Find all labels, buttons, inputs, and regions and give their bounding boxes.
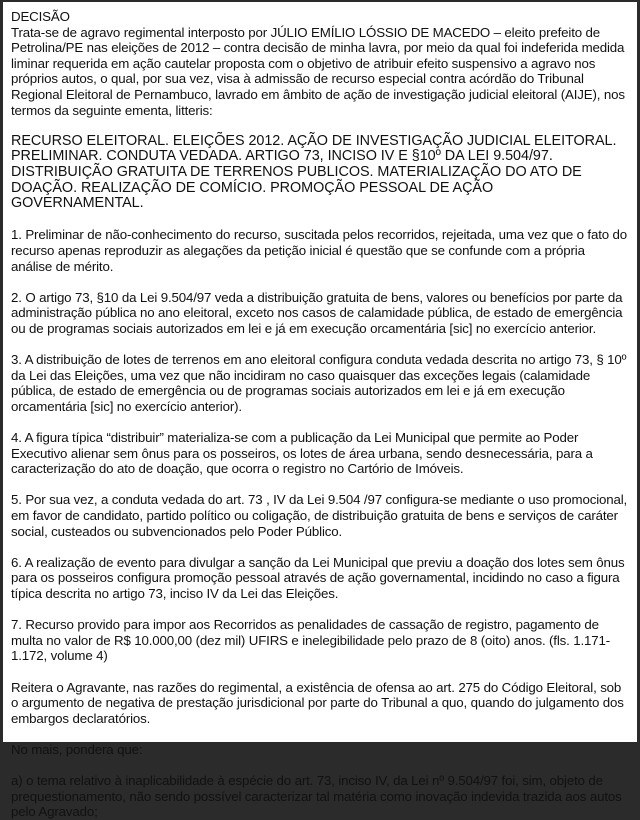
no-mais-paragraph: No mais, pondera que: [11,741,143,757]
ementa-item: 1. Preliminar de não-conhecimento do recurso, suscitada pelos recorridos, rejeitada, uma vez que o fato do recurso apenas reproduzir as alegações da petição inicial é questão que se confunde com a própria análise de mérito. [11,227,628,274]
intro-paragraph: Trata-se de agravo regimental interposto por JÚLIO EMÍLIO LÓSSIO DE MACEDO – eleito prefeito de Petrolina/PE nas eleições de 2012 – contra decisão de minha lavra, por meio da qual foi indeferida medida liminar requerida em ação cautelar proposta com o objetivo de atribuir efeito suspensivo a agravo nos próprios autos, o qual, por sua vez, visa à admissão de recurso especial contra acórdão do Tribunal Regional Eleitoral de Pernambuco, lavrado em âmbito de ação de investigação judicial eleitoral (AIJE), nos termos da seguinte ementa, litteris: [11,24,625,118]
document-heading: DECISÃO [11,9,70,24]
ementa-item: 6. A realização de evento para divulgar a sanção da Lei Municipal que previu a doação dos lotes sem ônus para os posseiros configura promoção pessoal através de ação governamental, incidindo no caso a figura típica descrita no artigo 73, inciso IV da Lei das Eleições. [11,554,625,601]
ementa-item: 5. Por sua vez, a conduta vedada do art. 73 , IV da Lei 9.504 /97 configura-se mediante o uso promocional, em favor de candidato, partido político ou coligação, de distribuição gratuita de bens e serviços de caráter social, custeados ou subvencionados pelo Poder Público. [11,492,628,539]
point-a-paragraph: a) o tema relativo à inaplicabilidade à espécie do art. 73, inciso IV, da Lei nº 9.504/97 foi, sim, objeto de prequestionamento, não sendo possível caracterizar tal matéria como inovação indevida trazida aos autos pelo Agravado; [11,773,622,820]
ementa-item: 7. Recurso provido para impor aos Recorridos as penalidades de cassação de registro, pagamento de multa no valor de R$ 10.000,00 (dez mil) UFIRS e inelegibilidade pelo prazo de 8 (oito) anos. (fls. 1.171-1.172, volume 4) [11,617,611,664]
ementa-paragraph: RECURSO ELEITORAL. ELEIÇÕES 2012. AÇÃO DE INVESTIGAÇÃO JUDICIAL ELEITORAL. PRELIMINAR. CONDUTA VEDADA. ARTIGO 73, INCISO IV E §10º DA LEI 9.504/97. DISTRIBUIÇÃO GRATUITA DE TERRENOS PUBLICOS. MATERIALIZAÇÃO DO ATO DE DOAÇÃO. REALIZAÇÃO DE COMÍCIO. PROMOÇÃO PESSOAL DE AÇÃO GOVERNAMENTAL. [11,132,617,212]
ementa-item: 3. A distribuição de lotes de terrenos em ano eleitoral configura conduta vedada descrita no artigo 73, § 10º da Lei das Eleições, uma vez que não incidiram no caso quaisquer das exceções legais (calamidade pública, de estado de emergência ou de programas sociais autorizados em lei e já em execução orcamentária [sic] no exercício anterior). [11,352,627,414]
document-page [3,2,637,820]
ementa-item: 2. O artigo 73, §10 da Lei 9.504/97 veda a distribuição gratuita de bens, valores ou benefícios por parte da administração pública no ano eleitoral, exceto nos casos de calamidade pública, de estado de emergência ou de programas sociais autorizados em lei e já em execução orcamentária [sic] no exercício anterior. [11,289,623,336]
reiteration-paragraph: Reitera o Agravante, nas razões do regimental, a existência de ofensa ao art. 275 do Código Eleitoral, sob o argumento de negativa de prestação jurisdicional por parte do Tribunal a quo, quando do julgamento dos embargos declaratórios. [11,679,624,726]
document-body [3,2,637,820]
ementa-item: 4. A figura típica “distribuir” materializa-se com a publicação da Lei Municipal que permite ao Poder Executivo alienar sem ônus para os posseiros, os lotes de área urbana, sendo desnecessária, para a caracterização do ato de doação, que ocorra o registro no Cartório de Imóveis. [11,430,593,477]
